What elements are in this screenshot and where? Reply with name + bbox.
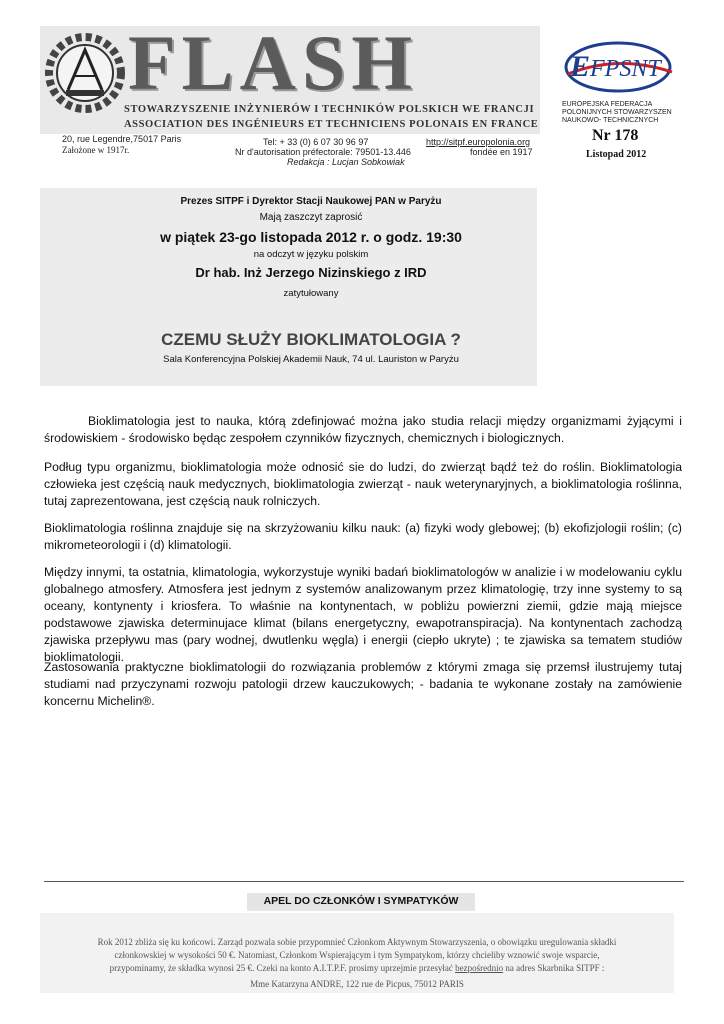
website-link[interactable]: http://sitpf.europolonia.org <box>426 137 531 147</box>
footer-divider <box>44 881 684 882</box>
invitation-language: na odczyt w języku polskim <box>253 249 369 260</box>
founded-note: Założone w 1917r. <box>62 145 130 155</box>
treasurer-address: Mme Katarzyna ANDRE, 122 rue de Picpus, 75012 PARIS <box>250 979 464 989</box>
authorisation-number: Nr d'autorisation préfectorale: 79501-13.446 <box>235 147 411 157</box>
founded-french: fondée en 1917 <box>470 147 533 157</box>
invitation-hosts: Prezes SITPF i Dyrektor Stacji Naukowej PAN w Paryżu <box>180 196 442 207</box>
issue-date: Listopad 2012 <box>586 149 647 160</box>
lecture-title: CZEMU SŁUŻY BIOKLIMATOLOGIA ? <box>161 330 461 349</box>
lecture-venue: Sala Konferencyjna Polskiej Akademii Nauk, 74 ul. Lauriston w Paryżu <box>163 354 459 365</box>
paragraph-4: Między innymi, ta ostatnia, klimatologia, wykorzystuje wyniki badań bioklimatologów w analizie i w modelowaniu cyklu globalnego atmosfery. Atmosfera jest jednym z systemów analizowanym przez klimatologię, trzy inne systemy to są oceany, kontynenty i kriosfera. To właśnie na kontynentach, w pobliżu powierzni ziemii, gdzie mają miejsce podstawowe zjawiska determinujace klimat (bilans energetyczny, ewapotranspiracja). Na kontynentach zachodzą zjawiska przepływu mas (pary wodnej, dwutlenku węgla) i energii (ciepło ukryte) ; te zjawiska sa tematem studiów bioklimatologii. <box>44 565 682 664</box>
sitpf-gear-logo <box>44 30 126 116</box>
appeal-line-2: członkowskiej w wysokości 50 €. Natomiast, Członkom Wspierającym i tym Sympatykom, którzy chcieliby wznowić swoje wsparcie, <box>114 950 600 960</box>
federation-line-3: NAUKOWO- TECHNICZNYCH <box>562 117 659 124</box>
paragraph-1: Bioklimatologia jest to nauka, którą zdefinjować można jako studia relacji między organizmami żyjącymi i środowiskiem - środowisko będąc zespołem czynników fizycznych, chemicznych i biologicznych. <box>44 414 682 445</box>
invitation-titled: zatytułowany <box>283 288 339 299</box>
editor-credit: Redakcja : Lucjan Sobkowiak <box>287 157 405 167</box>
paragraph-2: Podług typu organizmu, bioklimatologia może odnosić sie do ludzi, do zwierząt bądź też do roślin. Bioklimatologia człowieka jest częścią nauk medycznych, bioklimatologia zwierząt - nauk weterynaryjnych, a bioklimatologia roślinna, tutaj zaprezentowana, jest częścią nauk rolniczych. <box>44 460 682 508</box>
masthead-title: FLASH <box>128 19 419 106</box>
efpsnt-logo <box>560 34 680 100</box>
federation-line-1: EUROPEJSKA FEDERACJA <box>562 101 653 108</box>
telephone: Tel: + 33 (0) 6 07 30 96 97 <box>263 137 369 147</box>
appeal-line-3: przypominamy, że składka wynosi 25 €. Czeki na konto A.I.T.P.F. prosimy uprzejmie przesyłać bezpośrednio na adres Skarbnika SITPF : <box>109 963 605 973</box>
invitation-speaker: Dr hab. Inż Jerzego Nizinskiego z IRD <box>195 265 427 280</box>
paragraph-5: Zastosowania praktyczne bioklimatologii do rozwiązania problemów z którymi zmaga się przemsł ilustrujemy tutaj studiami nad przyczynami rozwoju patologii drzew kauczukowych; - badania te wykonane zostały na zamówienie koncernu Michelin®. <box>44 660 682 708</box>
svg-text:E: E <box>570 50 591 83</box>
appeal-emphasis: bezpośrednio <box>455 963 504 973</box>
appeal-line-1: Rok 2012 zbliża się ku końcowi. Zarząd pozwala sobie przypomnieć Członkom Aktywnym Stowarzyszenia, o obowiązku uregulowania składki <box>97 937 617 947</box>
appeal-title: APEL DO CZŁONKÓW I SYMPATYKÓW <box>263 895 459 907</box>
association-name-polish: STOWARZYSZENIE INŻYNIERÓW I TECHNIKÓW POLSKICH WE FRANCJI <box>124 104 535 115</box>
paragraph-3: Bioklimatologia roślinna znajduje się na skrzyżowaniu kilku nauk: (a) fizyki wody glebowej; (b) ekofizjologii roślin; (c) mikrometeorologii i (d) klimatologii. <box>44 521 682 552</box>
federation-line-2: POLONIJNYCH STOWARZYSZEN <box>562 109 672 116</box>
invitation-invite: Mają zaszczyt zaprosić <box>259 212 363 223</box>
address: 20, rue Legendre,75017 Paris <box>62 134 182 144</box>
issue-number: Nr 178 <box>592 127 639 144</box>
association-name-french: ASSOCIATION DES INGÉNIEURS ET TECHNICIENS POLONAIS EN FRANCE <box>124 119 539 130</box>
svg-text:FPSNT: FPSNT <box>590 56 661 82</box>
invitation-datetime: w piątek 23-go listopada 2012 r. o godz. 19:30 <box>160 229 462 245</box>
